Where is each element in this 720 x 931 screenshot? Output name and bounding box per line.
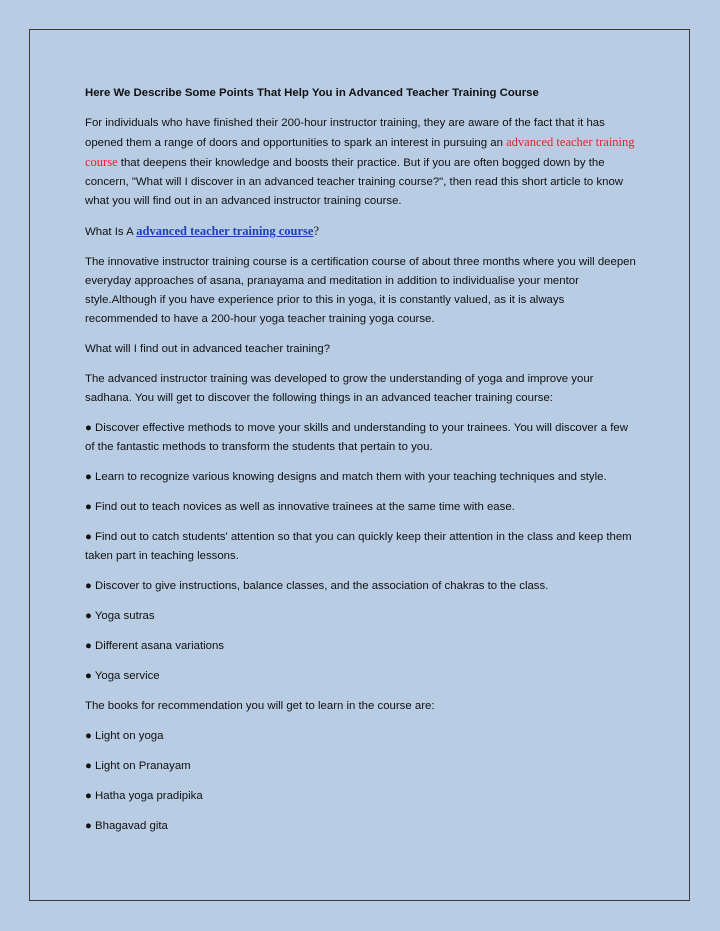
- question-what-find-out: What will I find out in advanced teacher training?: [85, 343, 331, 355]
- book-list-item: ● Light on Pranayam: [85, 760, 191, 772]
- intro-paragraph: [85, 114, 640, 211]
- book-list-item: ● Bhagavad gita: [85, 820, 168, 832]
- list-item: ● Different asana variations: [85, 640, 225, 652]
- training-overview-paragraph: The advanced instructor training was developed to grow the understanding of yoga and improve your sadhana. You will get to discover the following things in an advanced teacher training course:: [85, 373, 594, 404]
- list-item: ● Learn to recognize various knowing designs and match them with your teaching techniques and style.: [85, 471, 607, 483]
- document-title: Here We Describe Some Points That Help You in Advanced Teacher Training Course: [85, 87, 539, 99]
- intro-text-part2: that deepens their knowledge and boosts their practice. But if you are often bogged down by the concern, "What will I discover in an advanced teacher training course?", then read this short article to know what you will find out in an advanced instructor training course.: [85, 157, 624, 207]
- list-item: ● Yoga sutras: [85, 610, 155, 622]
- intro-text-part1: For individuals who have finished their 200-hour instructor training, they are aware of the fact that it has opened them a range of doors and opportunities to spark an interest in pursuing an: [85, 117, 605, 149]
- list-item: ● Discover to give instructions, balance classes, and the association of chakras to the class.: [85, 580, 549, 592]
- list-item: ● Yoga service: [85, 670, 160, 682]
- document-body: [85, 84, 640, 847]
- list-item: ● Discover effective methods to move your skills and understanding to your trainees. You will discover a few of the fantastic methods to transform the students that pertain to you.: [85, 422, 628, 453]
- book-list-item: ● Hatha yoga pradipika: [85, 790, 203, 802]
- intro-link-advanced-course[interactable]: advanced teacher training course: [85, 135, 635, 169]
- books-intro-paragraph: The books for recommendation you will get to learn in the course are:: [85, 700, 435, 712]
- question-mark: ?: [313, 224, 320, 238]
- advanced-course-link[interactable]: advanced teacher training course: [136, 224, 314, 238]
- course-description-paragraph: The innovative instructor training course is a certification course of about three months where you will deepen everyday approaches of asana, pranayama and meditation in addition to individualise your mentor style.Although if you have experience prior to this in yoga, it is constantly valued, as it is always recommended to have a 200-hour yoga teacher training yoga course.: [85, 256, 636, 325]
- question-what-is: [85, 222, 640, 242]
- question-prefix: What Is A: [85, 226, 137, 238]
- list-item: ● Find out to catch students' attention so that you can quickly keep their attention in the class and keep them taken part in teaching lessons.: [85, 531, 632, 562]
- book-list-item: ● Light on yoga: [85, 730, 164, 742]
- list-item: ● Find out to teach novices as well as innovative trainees at the same time with ease.: [85, 501, 515, 513]
